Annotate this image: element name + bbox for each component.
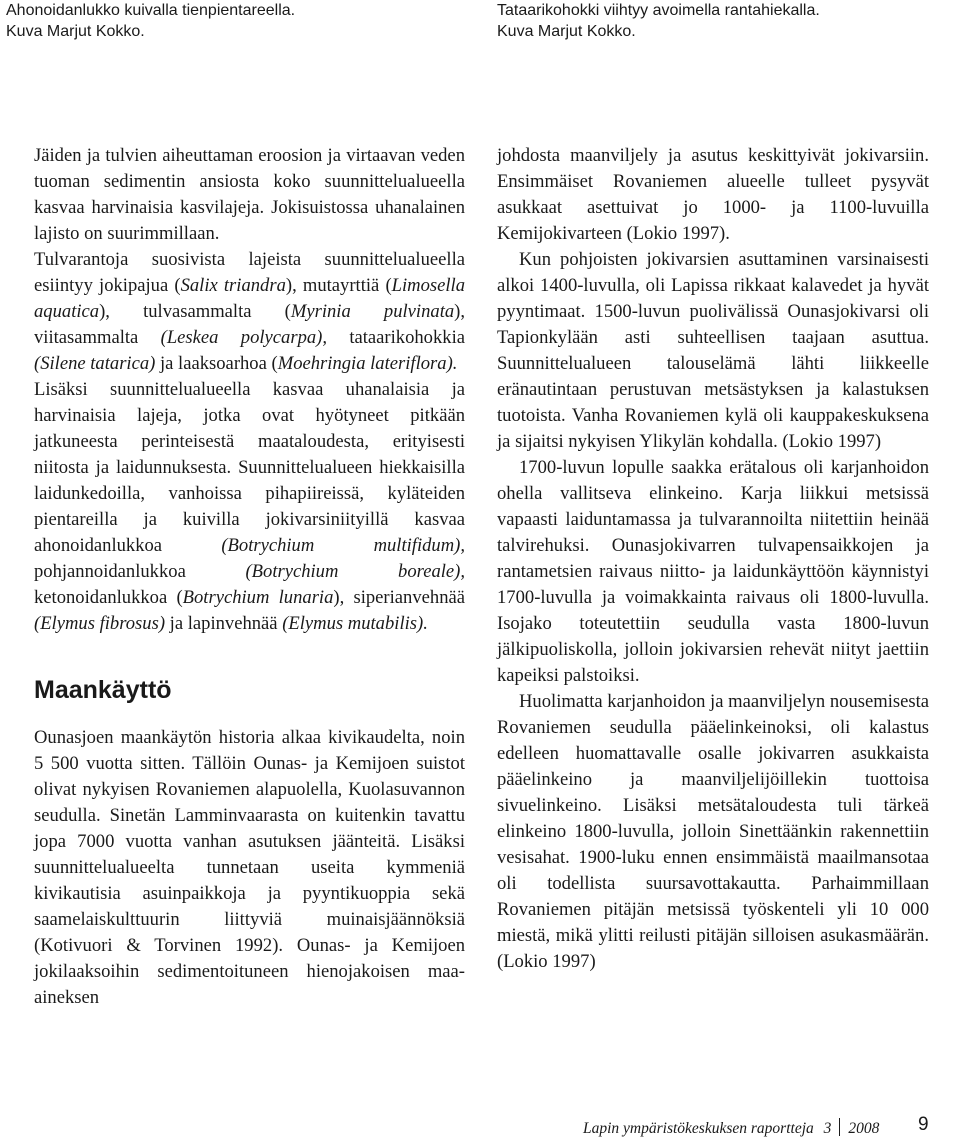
caption-left-line1: Ahonoidanlukko kuivalla tienpientareella. bbox=[6, 2, 296, 19]
species-name: Salix triandra bbox=[180, 275, 286, 296]
species-name: (Silene tatarica) bbox=[34, 353, 156, 374]
caption-right-credit: Kuva Marjut Kokko. bbox=[497, 23, 636, 40]
paragraph-erosion: Jäiden ja tulvien aiheuttaman eroosion ja virtaavan veden tuoman sedimentin ansiosta koko suunnittelualueella kasvaa harvinaisia kasvilajeja. Jokisuistossa uhanalainen lajisto on suurimmillaan. bbox=[34, 145, 465, 244]
species-name: (Botrychium multifidum), bbox=[221, 535, 465, 556]
caption-left-credit: Kuva Marjut Kokko. bbox=[6, 23, 145, 40]
paragraph-endangered-species: Lisäksi suunnittelualueella kasvaa uhanalaisia ja harvinaisia lajeja, jotka ovat hyötyneet pitkään jatkuneesta perinteisestä maataloudesta, erityisesti niitosta ja laidunnuksesta. Suunnittelualueen hiekkaisilla laidunkedoilla, vanhoissa pihapiireissä, kyläteiden pientareilla ja kuivilla jokivarsiniityillä kasvaa ahonoidanlukkoa (Botrychium multifidum), pohjannoidanlukkoa (Botrychium boreale), ketonoidanlukkoa (Botrychium lunaria), siperianvehnää (Elymus fibrosus) ja lapinvehnää (Elymus mutabilis). bbox=[34, 379, 465, 634]
species-name: (Leskea polycarpa), bbox=[160, 327, 328, 348]
publication-year: 2008 bbox=[848, 1120, 880, 1137]
publication-title: Lapin ympäristökeskuksen raportteja bbox=[583, 1120, 814, 1137]
species-name: (Botrychium boreale), bbox=[245, 561, 465, 582]
photo-caption-right bbox=[497, 0, 820, 42]
paragraph-agriculture: johdosta maanviljely ja asutus keskittyivät jokivarsiin. Ensimmäiset Rovaniemen alueelle tulleet pysyvät asukkaat asettuivat jo 1000- ja 1100-luvuilla Kemijokivarteen (Lokio 1997). bbox=[497, 145, 929, 244]
species-name: Myrinia pulvinata bbox=[290, 301, 455, 322]
species-name: Limosella aquatica bbox=[34, 275, 465, 322]
page-footer bbox=[583, 1118, 879, 1140]
species-name: Botrychium lunaria bbox=[182, 587, 334, 608]
right-column bbox=[497, 143, 929, 975]
paragraph-settlement: Kun pohjoisten jokivarsien asuttaminen varsinaisesti alkoi 1400-luvulla, oli Lapissa rikkaat kalavedet ja hyvät pyyntimaat. 1500-luvun puolivälissä Ounasjokivarsi oli Tapionkylään asti suhteellisen taajaan asuttua. Suunnittelualueen talouselämä lähti liikkeelle eränautintaan perustuvan metsästyksen ja kalastuksen tuotoista. Vanha Rovaniemen kylä oli kauppakeskuksena ja sijaitsi nykyisen Ylikylän kohdalla. (Lokio 1997) bbox=[497, 249, 929, 452]
section-heading: Maankäyttö bbox=[34, 676, 172, 704]
caption-right-line1: Tataarikohokki viihtyy avoimella rantahiekalla. bbox=[497, 2, 820, 19]
paragraph-cattle: 1700-luvun lopulle saakka erätalous oli karjanhoidon ohella vallitseva elinkeino. Karja liikkui metsissä vapaasti laiduntamassa ja tulvarannoilta niitettiin heinää talvirehuksi. Ounasjokivarren tulvapensaikkojen ja rantametsien raivaus niitto- ja laidunkäyttöön käynnistyi 1700-luvulla ja voimakkainta raivaus oli 1800-luvulla. Isojako toteutettiin seudulla vasta 1800-luvun jälkipuoliskolla, jolloin jokivarsien rehevät niityt jaettiin kapeiksi palstoiksi. bbox=[497, 457, 929, 686]
species-name: (Elymus fibrosus) bbox=[34, 613, 166, 634]
paragraph-flood-species: Tulvarantoja suosivista lajeista suunnittelualueella esiintyy jokipajua (Salix triandra), mutayrttiä (Limosella aquatica), tulvasammalta (Myrinia pulvinata), viitasammalta (Leskea polycarpa), tataarikohokkia (Silene tatarica) ja laaksoarhoa (Moehringia lateriflora). bbox=[34, 249, 465, 374]
paragraph-forestry: Huolimatta karjanhoidon ja maanviljelyn nousemisesta Rovaniemen seudulla pääelinkeinoksi, oli kalastus edelleen huomattavalle osalle jokivarren asukkaista pääelinkeino ja maanviljelijöillekin tuottoisa sivuelinkeino. Lisäksi metsätaloudesta tuli tärkeä elinkeino 1800-luvulla, jolloin Sinettäänkin rakennettiin vesisahat. 1900-luku ennen ensimmäistä maailmansotaa oli todellista suursavottakautta. Parhaimmillaan Rovaniemen pitäjän metsissä työskenteli yli 10 000 miestä, mikä ylitti reilusti pitäjän silloisen asukasmäärän. (Lokio 1997) bbox=[497, 691, 929, 972]
species-name: (Elymus mutabilis). bbox=[282, 613, 428, 634]
issue-number: 3 bbox=[823, 1120, 832, 1137]
photo-caption-left bbox=[6, 0, 295, 42]
left-column bbox=[34, 143, 465, 1011]
paragraph-land-use-history: Ounasjoen maankäytön historia alkaa kivikaudelta, noin 5 500 vuotta sitten. Tällöin Ounas- ja Kemijoen suistot olivat nykyisen Rovaniemen alapuolella, Kuolasuvannon seudulla. Sinetän Lamminvaarasta on kuitenkin tavattu jopa 7000 vuotta vanhan asutuksen jäänteitä. Lisäksi suunnittelualueelta tunnetaan useita kymmeniä kivikautisia asuinpaikkoja ja pyyntikuoppia sekä saamelaiskulttuurin liittyviä muinaisjäännöksiä (Kotivuori & Torvinen 1992). Ounas- ja Kemijoen jokilaaksoihin sedimentoituneen hienojakoisen maa-aineksen bbox=[34, 727, 465, 1008]
page-number: 9 bbox=[918, 1114, 929, 1135]
species-name: Moehringia lateriflora). bbox=[277, 353, 458, 374]
footer-divider bbox=[839, 1118, 840, 1136]
